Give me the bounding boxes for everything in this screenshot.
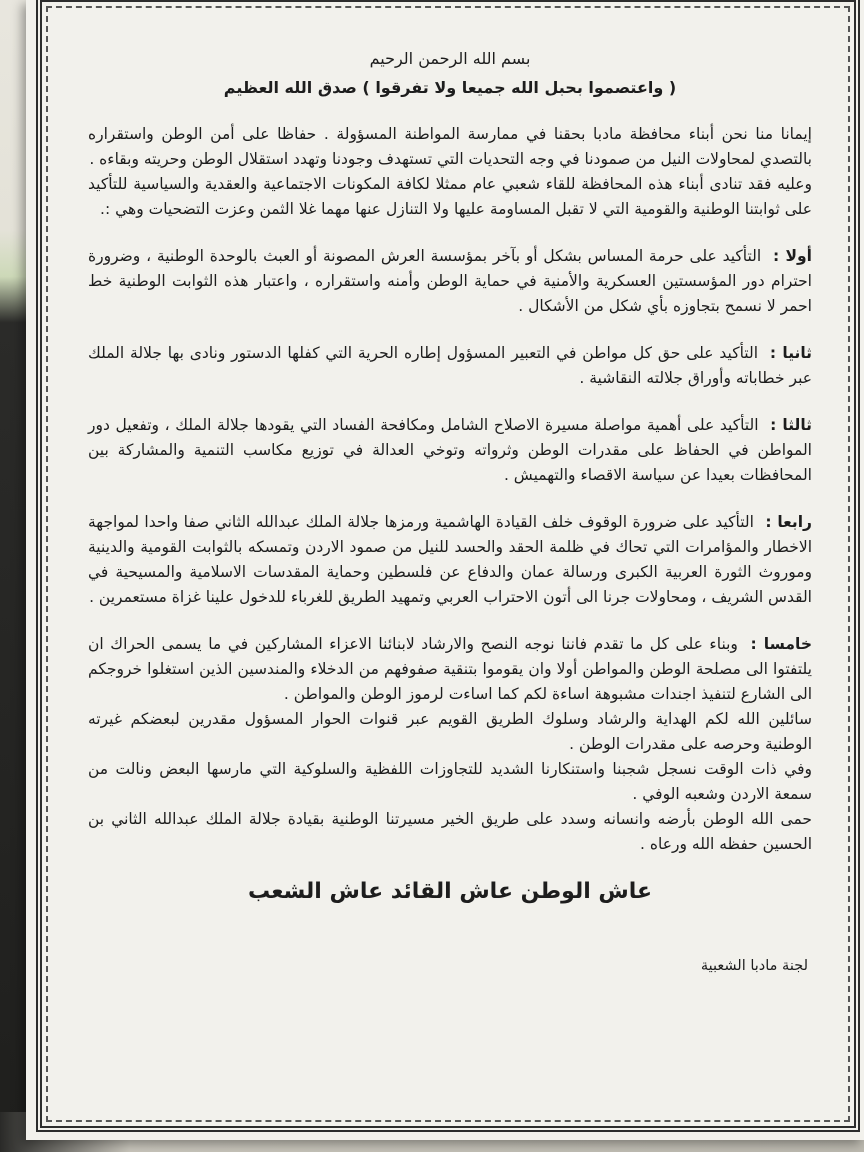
basmala: بسم الله الرحمن الرحيم <box>369 49 531 68</box>
point-label: خامسا : <box>750 635 812 653</box>
point-text: التأكيد على حرمة المساس بشكل أو بآخر بمؤسسة العرش المصونة أو العبث بالوحدة الوطنية ، وضرورة احترام دور المؤسستين العسكرية والأمنية في حماية الوطن وأمنه واستقراره ، واعتبار هذه الثوابت الوطنية خط احمر لا نسمح بتجاوزه بأي شكل من الأشكال . <box>88 247 812 315</box>
fifth-paragraph <box>88 632 812 707</box>
quran-verse: ( واعتصموا بحبل الله جميعا ولا تفرقوا ) صدق الله العظيم <box>223 78 677 97</box>
fifth-line: سائلين الله لكم الهداية والرشاد وسلوك الطريق القويم عبر قنوات الحوار المسؤول مقدرين لبعضكم غيرته الوطنية وحرصه على مقدرات الوطن . <box>88 710 812 753</box>
point-label: أولا : <box>773 247 812 265</box>
closing-slogan: عاش الوطن عاش القائد عاش الشعب <box>247 879 653 904</box>
point-label: رابعا : <box>765 513 812 531</box>
point-fifth <box>88 632 812 857</box>
point-fourth <box>88 510 812 610</box>
point-label: ثالثا : <box>770 416 812 434</box>
document-body <box>88 46 812 979</box>
point-text: التأكيد على حق كل مواطن في التعبير المسؤول إطاره الحرية التي كفلها الدستور ونادى بها جلالة الملك عبر خطاباته وأوراق جلالته النقاشية . <box>88 344 812 387</box>
fifth-line: وفي ذات الوقت نسجل شجبنا واستنكارنا الشديد للتجاوزات اللفظية والسلوكية التي مارسها البعض ونالت من سمعة الاردن وشعبه الوفي . <box>88 760 812 803</box>
point-second <box>88 341 812 391</box>
point-third <box>88 413 812 488</box>
fifth-line: حمى الله الوطن بأرضه وانسانه وسدد على طريق الخير مسيرتنا الوطنية بقيادة جلالة الملك عبدالله الثاني بن الحسين حفظه الله ورعاه . <box>88 810 812 853</box>
point-label: ثانيا : <box>769 344 812 362</box>
point-text: التأكيد على ضرورة الوقوف خلف القيادة الهاشمية ورمزها جلالة الملك عبدالله الثاني صفا واحدا لمواجهة الاخطار والمؤامرات التي تحاك في ظلمة الحقد والحسد للنيل من صمود الاردن وتمسكه بالثوابت القومية والدينية وموروث الثورة العربية الكبرى ورسالة عمان والدفاع عن فلسطين وحماية المقدسات الاسلامية والمسيحية في القدس الشريف ، ومحاولات جرنا الى أتون الاحتراب العربي وتمهيد الطريق للغرباء للدخول علينا غزاة مستعمرين . <box>88 513 812 606</box>
intro-paragraph: إيمانا منا نحن أبناء محافظة مادبا بحقنا في ممارسة المواطنة المسؤولة . حفاظا على أمن الوطن واستقراره بالتصدي لمحاولات النيل من صمودنا في وجه التحديات التي تستهدف وجودنا وتهدد استقلال الوطن وحريته وبقاءه . <box>88 125 812 168</box>
signature: لجنة مادبا الشعبية <box>700 958 808 974</box>
intro-paragraph-2: وعليه فقد تنادى أبناء هذه المحافظة للقاء شعبي عام ممثلا لكافة المكونات الاجتماعية والعقدية والسياسية للتأكيد على ثوابتنا الوطنية والقومية التي لا تقبل المساومة عليها ولا التنازل عنها مهما غلا الثمن وعزت التضحيات وهي :. <box>88 175 812 218</box>
point-text: وبناء على كل ما تقدم فاننا نوجه النصح والارشاد لابنائنا الاعزاء المشاركين في ما يسمى الحراك ان يلتفتوا الى مصلحة الوطن والمواطن أولا وان يقوموا بتنقية صفوفهم من الدخلاء والمندسين الذين استغلوا خروجكم الى الشارع لتنفيذ اجندات مشبوهة اساءة لكم كما اساءت لرموز الوطن والمواطن . <box>88 635 812 703</box>
point-text: التأكيد على أهمية مواصلة مسيرة الاصلاح الشامل ومكافحة الفساد التي يقودها جلالة الملك ، وتفعيل دور المواطن في الحفاظ على مقدرات الوطن وثرواته وتوخي العدالة في توزيع مكاسب التنمية والمشاركة بين المحافظات بعيدا عن سياسة الاقصاء والتهميش . <box>88 416 812 484</box>
point-first <box>88 244 812 319</box>
